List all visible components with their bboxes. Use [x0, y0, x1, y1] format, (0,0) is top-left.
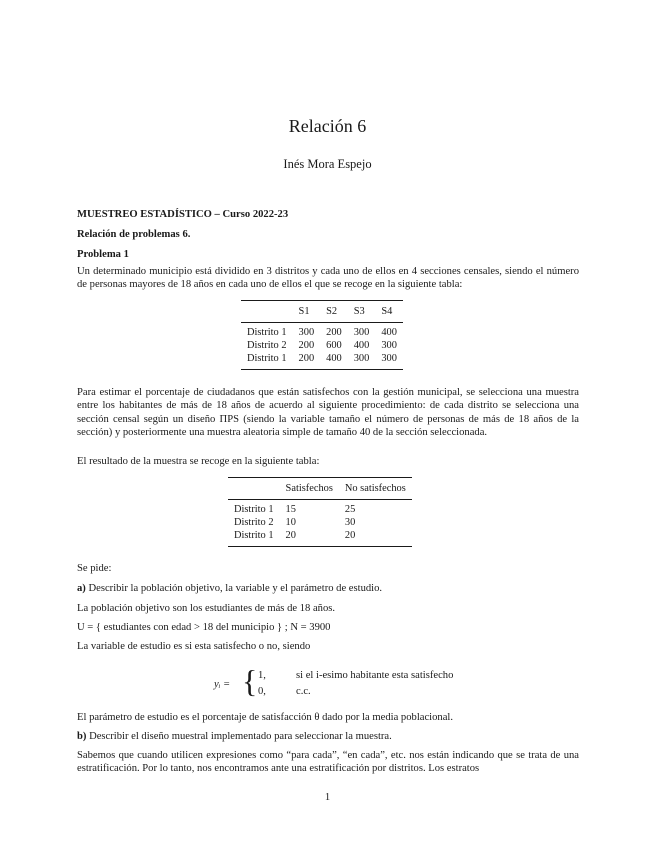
case-value-0: 0, [258, 686, 266, 697]
answer-parameter: El parámetro de estudio es el porcentaje de satisfacción θ dado por la media poblacional. [77, 712, 454, 723]
table2-header-cell [228, 478, 280, 500]
question-a [77, 582, 579, 595]
table1-header-cell: S2 [326, 306, 338, 317]
table-cell: 300 [381, 353, 397, 364]
table-cell: 300 [298, 327, 315, 338]
document-author: Inés Mora Espejo [283, 157, 372, 171]
sample-table [228, 477, 412, 547]
variable-definition-equation [214, 663, 474, 700]
case-value-1: 1, [258, 670, 266, 681]
table1-header-cell [241, 301, 293, 323]
answer-universe: U = { estudiantes con edad > 18 del municipio } ; N = 3900 [77, 622, 331, 633]
table-cell: 15 [285, 504, 296, 515]
question-a-text: Describir la población objetivo, la variable y el parámetro de estudio. [88, 583, 383, 594]
table-cell: Distrito 1 [234, 504, 274, 515]
table-cell: Distrito 2 [247, 340, 287, 351]
table-cell: 400 [381, 327, 397, 338]
table-cell: 10 [285, 517, 296, 528]
table-cell: 25 [344, 504, 356, 515]
table-cell: 20 [344, 530, 356, 541]
table-cell: 30 [344, 517, 356, 528]
answer-variable: La variable de estudio es si esta satisfecho o no, siendo [77, 641, 311, 652]
problem-intro: Un determinado municipio está dividido en 3 distritos y cada uno de ellos en 4 secciones censales, siendo el número de personas mayores de 18 años en cada uno de ellos el que se recoge en la siguiente tabla: [77, 266, 579, 291]
case-condition-0: c.c. [296, 686, 311, 697]
table-cell: 300 [353, 327, 370, 338]
table-cell: Distrito 1 [234, 530, 274, 541]
question-b [77, 730, 579, 743]
se-pide-label: Se pide: [77, 563, 112, 574]
problem-label: Problema 1 [77, 249, 129, 260]
document-title: Relación 6 [288, 116, 367, 136]
table-cell: 400 [326, 353, 342, 364]
question-a-label: a) [77, 583, 86, 594]
equation-lhs: yᵢ = [214, 679, 231, 690]
left-brace-symbol: { [242, 663, 258, 699]
table-cell: 400 [353, 340, 370, 351]
table-row [228, 500, 412, 517]
table-cell: 200 [298, 340, 315, 351]
population-table [241, 300, 403, 370]
table-cell: Distrito 1 [247, 353, 287, 364]
table-cell: Distrito 1 [247, 327, 287, 338]
table-row [241, 352, 403, 370]
answer-design: Sabemos que cuando utilicen expresiones como “para cada”, “en cada”, etc. nos están indicando que se trata de una estratificación. Por lo tanto, nos encontramos ante una estratificación por distritos. Los estratos [77, 750, 579, 775]
table-row [228, 529, 412, 547]
case-condition-1: si el i-esimo habitante esta satisfecho [296, 670, 454, 681]
table-cell: 300 [381, 340, 397, 351]
table-cell: 200 [298, 353, 315, 364]
table1-header-cell: S4 [381, 306, 393, 317]
procedure-paragraph: Para estimar el porcentaje de ciudadanos que están satisfechos con la gestión municipal, se selecciona una muestra entre los habitantes de más de 18 años de acuerdo al siguiente procedimiento: de cada distrito se selecciona una sección censal según un diseño ΠPS (siendo la variable tamaño el número de personas de más de 18 años de la sección) y posteriormente una muestra aleatoria simple de tamaño 40 de la sección seleccionada. [77, 387, 579, 439]
table-cell: Distrito 2 [234, 517, 274, 528]
table1-header-cell: S1 [298, 306, 310, 317]
question-b-label: b) [77, 731, 87, 742]
table-row [241, 339, 403, 352]
page-number: 1 [324, 792, 331, 803]
table-cell: 600 [326, 340, 342, 351]
table-row [228, 516, 412, 529]
table2-header-cell: No satisfechos [344, 483, 406, 494]
table-row [241, 323, 403, 340]
table-cell: 20 [285, 530, 296, 541]
question-b-text: Describir el diseño muestral implementado para seleccionar la muestra. [89, 731, 392, 742]
answer-population: La población objetivo son los estudiantes de más de 18 años. [77, 603, 336, 614]
sheet-subheader: Relación de problemas 6. [77, 229, 191, 240]
sample-intro: El resultado de la muestra se recoge en la siguiente tabla: [77, 456, 320, 467]
table2-header-cell: Satisfechos [285, 483, 333, 494]
table-cell: 200 [326, 327, 342, 338]
course-header: MUESTREO ESTADÍSTICO – Curso 2022-23 [77, 209, 289, 220]
table-cell: 300 [353, 353, 370, 364]
table1-header-cell: S3 [353, 306, 365, 317]
